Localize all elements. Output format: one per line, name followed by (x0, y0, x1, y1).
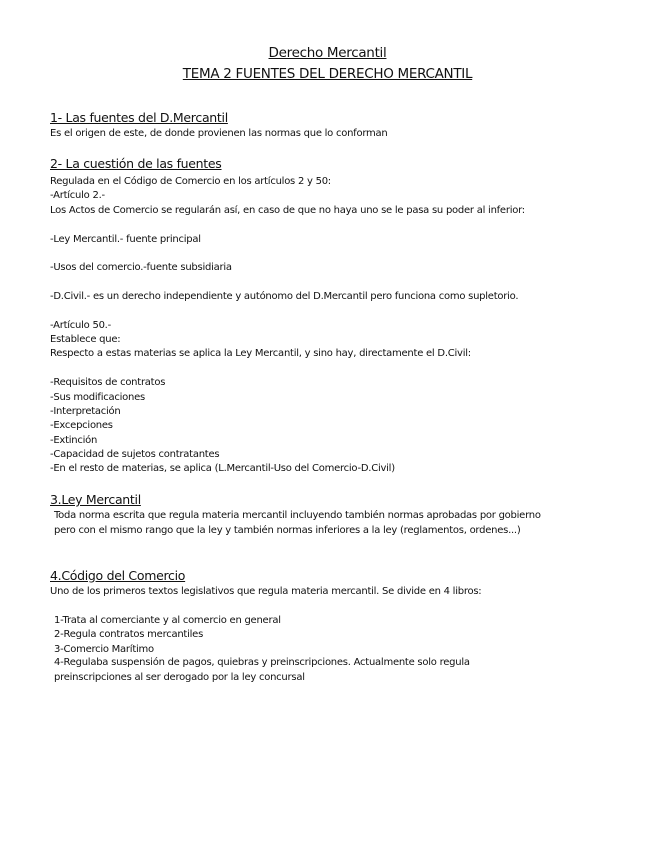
section-1-text: Es el origen de este, de donde provienen las normas que lo conforman (50, 128, 388, 139)
section-2-line: -D.Civil.- es un derecho independiente y autónomo del D.Mercantil pero funciona como supletorio. (50, 291, 519, 302)
book-item: 2-Regula contratos mercantiles (54, 629, 204, 640)
list-item: -Extinción (50, 435, 98, 446)
section-2-line: -Artículo 2.- (50, 190, 105, 201)
section-4-heading: 4.Código del Comercio (50, 568, 186, 583)
list-item: -Capacidad de sujetos contratantes (50, 449, 220, 460)
document-title: Derecho Mercantil (268, 45, 387, 61)
document-subtitle: TEMA 2 FUENTES DEL DERECHO MERCANTIL (182, 66, 473, 82)
book-item: 3-Comercio Marítimo (54, 644, 154, 655)
section-3-heading: 3.Ley Mercantil (50, 492, 141, 507)
book-item: 4-Regulaba suspensión de pagos, quiebras y preinscripciones. Actualmente solo regula preinscripciones al ser derogado por la ley concursal (54, 657, 470, 683)
section-1-heading: 1- Las fuentes del D.Mercantil (50, 110, 228, 125)
section-2-line: -Artículo 50.- (50, 320, 111, 331)
list-item: -Requisitos de contratos (50, 377, 166, 388)
list-item: -Interpretación (50, 406, 121, 417)
section-4-text: Uno de los primeros textos legislativos que regula materia mercantil. Se divide en 4 libros: (50, 586, 482, 597)
list-item: -Sus modificaciones (50, 392, 145, 403)
list-item: -Excepciones (50, 420, 113, 431)
list-item: -En el resto de materias, se aplica (L.Mercantil-Uso del Comercio-D.Civil) (50, 463, 395, 474)
section-2-line: Establece que: (50, 334, 121, 345)
section-2-line: Regulada en el Código de Comercio en los artículos 2 y 50: (50, 176, 331, 187)
section-2-heading: 2- La cuestión de las fuentes (50, 156, 222, 171)
section-2-line: Respecto a estas materias se aplica la Ley Mercantil, y sino hay, directamente el D.Civil: (50, 348, 471, 359)
section-3-text: Toda norma escrita que regula materia mercantil incluyendo también normas aprobadas por gobierno pero con el mismo rango que la ley y también normas inferiores a la ley (reglamentos, ordenes...) (54, 510, 541, 536)
book-item: 1-Trata al comerciante y al comercio en general (54, 615, 281, 626)
section-2-line: -Ley Mercantil.- fuente principal (50, 234, 201, 245)
section-2-line: Los Actos de Comercio se regularán así, en caso de que no haya uno se le pasa su poder al inferior: (50, 205, 525, 216)
section-2-line: -Usos del comercio.-fuente subsidiaria (50, 262, 232, 273)
